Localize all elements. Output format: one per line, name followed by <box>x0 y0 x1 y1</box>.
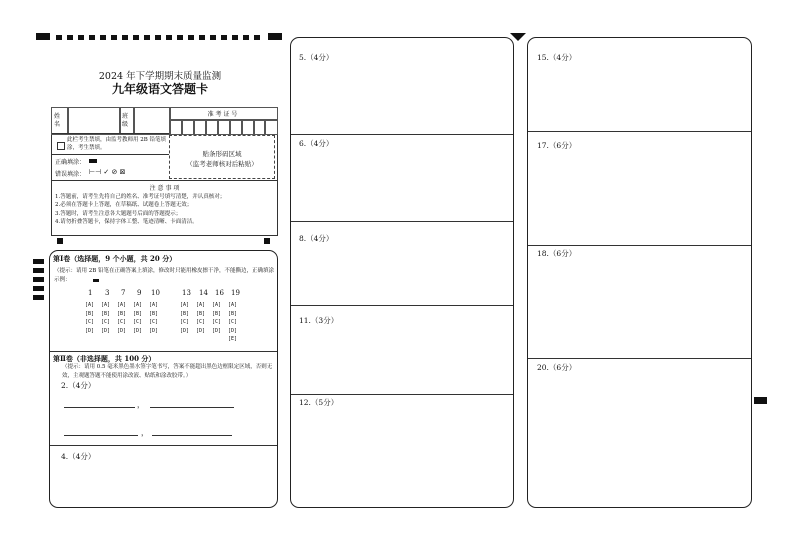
question-17-label: 17.（6分） <box>537 141 577 150</box>
bubble-column[interactable]: [A] [B] [C] [D] <box>180 302 190 334</box>
question-number: 3 <box>105 289 110 297</box>
bubble-column[interactable]: [A] [B] [C] [D] [E] <box>228 302 238 342</box>
absent-note: 此栏考生禁填，由监考教师用 2B 铅笔填涂，考生禁填。 <box>67 137 167 151</box>
question-number: 14 <box>199 289 208 297</box>
answer-line[interactable] <box>64 435 138 436</box>
answer-panel-right <box>527 37 752 508</box>
question-20-label: 20.（6分） <box>537 363 577 372</box>
bubble-column[interactable]: [A] [B] [C] [D] <box>101 302 111 334</box>
absent-checkbox[interactable] <box>57 142 65 150</box>
correct-fill-label: 正确填涂： <box>55 159 86 166</box>
answer-line[interactable] <box>64 407 135 408</box>
answer-line[interactable] <box>150 407 234 408</box>
bubble-column[interactable]: [A] [B] [C] [D] <box>212 302 222 334</box>
question-15-label: 15.（4分） <box>537 53 577 62</box>
locator-mark <box>57 238 63 244</box>
note-item: 2.必须在答题卡上答题，在草稿纸、试题卷上答题无效； <box>55 202 193 209</box>
question-number: 9 <box>137 289 142 297</box>
wrong-fill-label: 错误填涂： <box>55 171 86 178</box>
question-12-label: 12.（5分） <box>299 398 339 407</box>
student-info-table <box>51 107 278 236</box>
barcode-note: （监考老师核对后粘贴） <box>186 160 258 168</box>
answer-panel-left <box>49 250 278 508</box>
locator-mark <box>264 238 270 244</box>
bubble-column[interactable]: [A] [B] [C] [D] <box>149 302 159 334</box>
note-item: 1.答题前，请考生先将自己的姓名、准考证号填写清楚，并认真核对； <box>55 194 226 200</box>
bubble-column[interactable]: [A] [B] [C] [D] <box>85 302 95 334</box>
comma: ， <box>141 428 149 437</box>
exam-title: 2024 年下学期期末质量监测 <box>98 71 222 82</box>
note-item: 4.请勿折叠答题卡，保持字体工整、笔迹清晰、卡面清洁。 <box>55 218 198 225</box>
question-number: 10 <box>151 289 160 297</box>
question-number: 1 <box>88 289 93 297</box>
bubble-column[interactable]: [A] [B] [C] [D] <box>133 302 143 334</box>
notes-title: 注 意 事 项 <box>149 185 180 192</box>
comma: ， <box>137 400 145 409</box>
right-locator-mark <box>754 397 767 404</box>
question-number: 16 <box>215 289 224 297</box>
center-triangle-mark <box>510 33 526 41</box>
section2-hint: （提示：请用 0.5 毫米黑色墨水签字笔书写，答案不能超出黑色边框限定区域，否则无效，主观题答题不能使用涂改液、贴纸和涂改胶带。） <box>62 364 273 379</box>
question-8-label: 8.（4分） <box>299 234 334 243</box>
bubble-column[interactable]: [A] [B] [C] [D] <box>196 302 206 334</box>
notes-list <box>55 193 275 226</box>
question-number: 13 <box>182 289 191 297</box>
question-18-label: 18.（6分） <box>537 249 577 258</box>
question-number: 19 <box>231 289 240 297</box>
answer-panel-middle <box>290 37 514 508</box>
class-label: 班级 <box>122 113 129 128</box>
barcode-title: 贴条形码区域 <box>202 150 242 158</box>
question-6-label: 6.（4分） <box>299 139 334 148</box>
section1-title: 第Ⅰ卷（选择题，9 个小题，共 20 分） <box>53 254 177 263</box>
question-5-label: 5.（4分） <box>299 53 334 62</box>
class-field[interactable] <box>133 107 171 135</box>
correct-fill-example <box>89 159 97 163</box>
answer-line[interactable] <box>152 435 232 436</box>
question-number: 7 <box>121 289 126 297</box>
question-11-label: 11.（3分） <box>299 316 339 325</box>
question-2-label: 2.（4分） <box>61 381 96 390</box>
note-item: 3.答题时，请考生注意各大题题号后面的答题提示； <box>55 210 182 217</box>
bubble-column[interactable]: [A] [B] [C] [D] <box>117 302 127 334</box>
question-4-label: 4.（4分） <box>61 452 96 461</box>
name-label: 姓名 <box>54 113 61 128</box>
card-title: 九年级语文答题卡 <box>111 82 208 96</box>
wrong-fill-examples: ⊢⊣ ✓ ⊘ ⊠ <box>89 168 126 176</box>
section1-hint: （提示：请用 2B 铅笔在正确答案上填涂，修改时只能用橡皮擦干净，不能撕边，正确填涂示例： <box>54 268 275 283</box>
name-field[interactable] <box>67 107 121 135</box>
exam-number-label: 准 考 证 号 <box>207 111 238 118</box>
hint-fill-example <box>93 279 99 282</box>
section2-title: 第Ⅱ卷（非选择题，共 100 分） <box>53 354 156 363</box>
